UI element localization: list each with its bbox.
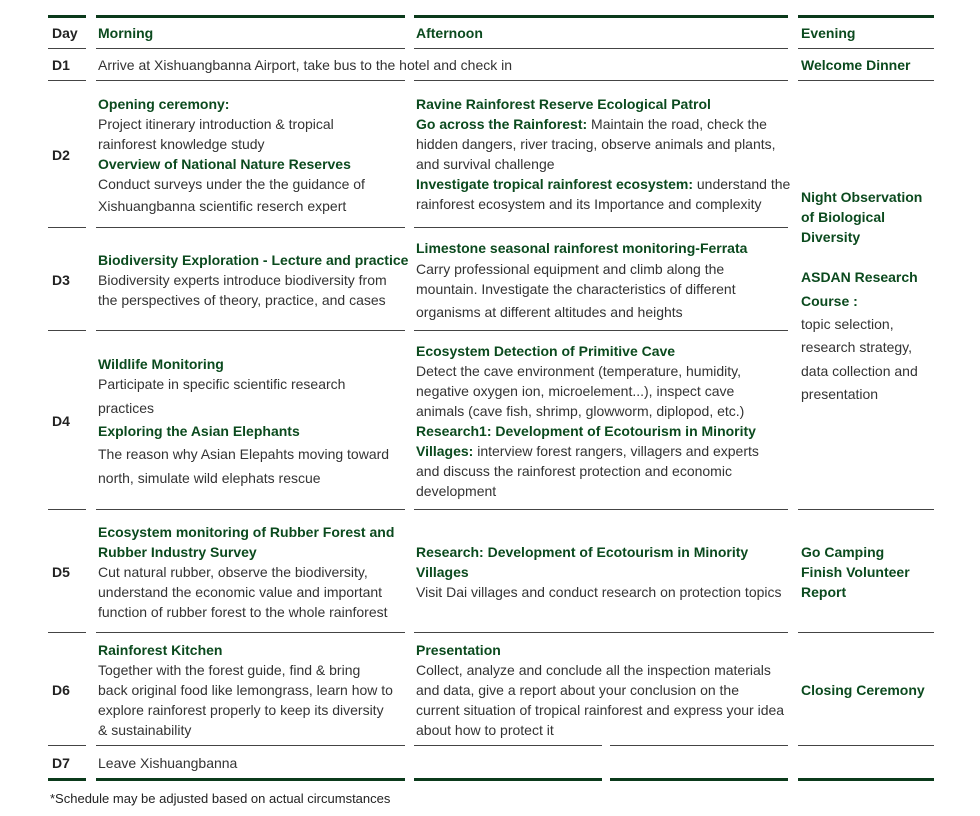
header-afternoon: Afternoon — [416, 25, 483, 41]
day-label: D6 — [52, 682, 70, 698]
row-divider — [96, 227, 405, 228]
row-divider — [48, 745, 86, 746]
activity-title: Villages — [416, 564, 469, 580]
morning-text: Arrive at Xishuangbanna Airport, take bus to the hotel and check in — [98, 57, 513, 73]
activity-title: Opening ceremony: — [98, 96, 230, 112]
activity-title: Wildlife Monitoring — [98, 356, 224, 372]
row-divider — [414, 632, 788, 633]
activity-title: Research1: Development of Ecotourism in Minority — [416, 423, 756, 439]
row-divider — [96, 745, 405, 746]
day-label: D4 — [52, 413, 70, 429]
header-top-rule — [48, 15, 86, 18]
evening-text: data collection and — [801, 363, 918, 379]
activity-text: Cut natural rubber, observe the biodiversity, — [98, 564, 368, 580]
activity-text: development — [416, 483, 497, 499]
header-top-rule — [96, 15, 405, 18]
day-label: D7 — [52, 755, 70, 771]
evening-title: Go Camping — [801, 544, 885, 560]
activity-text: mountain. Investigate the characteristics of different — [416, 281, 736, 297]
activity-text: and discuss the rainforest protection and economic — [416, 463, 732, 479]
header-divider — [414, 48, 788, 49]
header-divider — [96, 48, 405, 49]
activity-title: Ravine Rainforest Reserve Ecological Patrol — [416, 96, 711, 112]
evening-title: Course : — [801, 293, 858, 309]
activity-title: Villages: — [416, 443, 474, 459]
evening-title: Diversity — [801, 229, 861, 245]
activity-text: hidden dangers, river tracing, observe animals and plants, — [416, 136, 776, 152]
table-bottom-rule — [414, 778, 602, 781]
row-divider — [96, 80, 405, 81]
activity-text: interview forest rangers, villagers and experts — [473, 443, 759, 459]
activity-title: Biodiversity Exploration - Lecture and practice — [98, 252, 409, 268]
activity-text: about how to protect it — [416, 722, 554, 738]
evening-text: Welcome Dinner — [801, 57, 911, 73]
activity-title: Ecosystem monitoring of Rubber Forest and — [98, 524, 395, 540]
footnote: *Schedule may be adjusted based on actual circumstances — [50, 791, 391, 806]
table-bottom-rule — [48, 778, 86, 781]
header-divider — [48, 48, 86, 49]
activity-title: Rainforest Kitchen — [98, 642, 223, 658]
day-label: D2 — [52, 147, 70, 163]
activity-text: and survival challenge — [416, 156, 555, 172]
activity-text: negative oxygen ion, microelement...), inspect cave — [416, 383, 735, 399]
evening-text: topic selection, — [801, 316, 894, 332]
activity-text: Together with the forest guide, find & bring — [98, 662, 361, 678]
row-divider — [48, 330, 86, 331]
evening-text: presentation — [801, 386, 879, 402]
row-divider — [96, 509, 405, 510]
activity-text: Project itinerary introduction & tropical — [98, 116, 334, 132]
activity-text: Biodiversity experts introduce biodiversity from — [98, 272, 387, 288]
activity-text: rainforest knowledge study — [98, 136, 265, 152]
row-divider — [414, 227, 788, 228]
activity-text: Participate in specific scientific research — [98, 376, 346, 392]
activity-text — [416, 114, 767, 134]
activity-title: Presentation — [416, 642, 501, 658]
activity-title: Exploring the Asian Elephants — [98, 423, 300, 439]
activity-text: & sustainability — [98, 722, 192, 738]
header-evening: Evening — [801, 25, 856, 41]
activity-title: Ecosystem Detection of Primitive Cave — [416, 343, 676, 359]
row-divider — [48, 632, 86, 633]
table-bottom-rule — [610, 778, 788, 781]
day-label: D1 — [52, 57, 70, 73]
evening-text: research strategy, — [801, 339, 913, 355]
row-divider — [610, 745, 788, 746]
activity-text: function of rubber forest to the whole rainforest — [98, 604, 388, 620]
evening-title: of Biological — [801, 209, 885, 225]
activity-text: the perspectives of theory, practice, and cases — [98, 292, 386, 308]
evening-title: Night Observation — [801, 189, 923, 205]
activity-text: current situation of tropical rainforest and express your idea — [416, 702, 785, 718]
activity-text: animals (cave fish, shrimp, glowworm, diplopod, etc.) — [416, 403, 745, 419]
row-divider — [414, 745, 602, 746]
activity-text: explore rainforest properly to keep its diversity — [98, 702, 384, 718]
row-divider — [798, 80, 934, 81]
day-label: D3 — [52, 272, 70, 288]
header-top-rule — [798, 15, 934, 18]
activity-text — [416, 174, 790, 194]
activity-title: Overview of National Nature Reserves — [98, 156, 351, 172]
row-divider — [798, 509, 934, 510]
evening-title: Finish Volunteer — [801, 564, 910, 580]
header-divider — [798, 48, 934, 49]
row-divider — [414, 330, 788, 331]
activity-text: Maintain the road, check the — [587, 116, 767, 132]
activity-title: Go across the Rainforest: — [416, 116, 588, 132]
activity-text: back original food like lemongrass, learn how to — [98, 682, 393, 698]
row-divider — [48, 227, 86, 228]
evening-title: ASDAN Research — [801, 269, 918, 285]
activity-text: organisms at different altitudes and heights — [416, 304, 683, 320]
activity-title: Limestone seasonal rainforest monitoring-Ferrata — [416, 240, 748, 256]
row-divider — [96, 632, 405, 633]
row-divider — [48, 509, 86, 510]
activity-text: Visit Dai villages and conduct research on protection topics — [416, 584, 782, 600]
row-divider — [48, 80, 86, 81]
activity-title: Rubber Industry Survey — [98, 544, 257, 560]
activity-text: understand the economic value and important — [98, 584, 383, 600]
row-divider — [798, 632, 934, 633]
activity-text: and data, give a report about your conclusion on the — [416, 682, 739, 698]
activity-text: understand the — [693, 176, 791, 192]
activity-text: The reason why Asian Elepahts moving toward — [98, 446, 390, 462]
activity-title: Research: Development of Ecotourism in Minority — [416, 544, 749, 560]
row-divider — [414, 509, 788, 510]
activity-text: Collect, analyze and conclude all the inspection materials — [416, 662, 771, 678]
morning-text: Leave Xishuangbanna — [98, 755, 238, 771]
activity-text: practices — [98, 400, 155, 416]
activity-text: Detect the cave environment (temperature, humidity, — [416, 363, 742, 379]
activity-text — [416, 441, 759, 461]
header-morning: Morning — [98, 25, 154, 41]
activity-text: Carry professional equipment and climb along the — [416, 261, 725, 277]
evening-title: Report — [801, 584, 847, 600]
header-day: Day — [52, 25, 78, 41]
table-bottom-rule — [798, 778, 934, 781]
day-label: D5 — [52, 564, 70, 580]
activity-title: Investigate tropical rainforest ecosystem: — [416, 176, 693, 192]
header-top-rule — [414, 15, 788, 18]
activity-text: north, simulate wild elephats rescue — [98, 470, 321, 486]
table-bottom-rule — [96, 778, 405, 781]
row-divider — [798, 745, 934, 746]
activity-text: Conduct surveys under the the guidance of — [98, 176, 365, 192]
activity-text: rainforest ecosystem and its Importance and complexity — [416, 196, 762, 212]
row-divider — [96, 330, 405, 331]
evening-title: Closing Ceremony — [801, 682, 925, 698]
activity-text: Xishuangbanna scientific reserch expert — [98, 198, 347, 214]
row-divider — [414, 80, 788, 81]
